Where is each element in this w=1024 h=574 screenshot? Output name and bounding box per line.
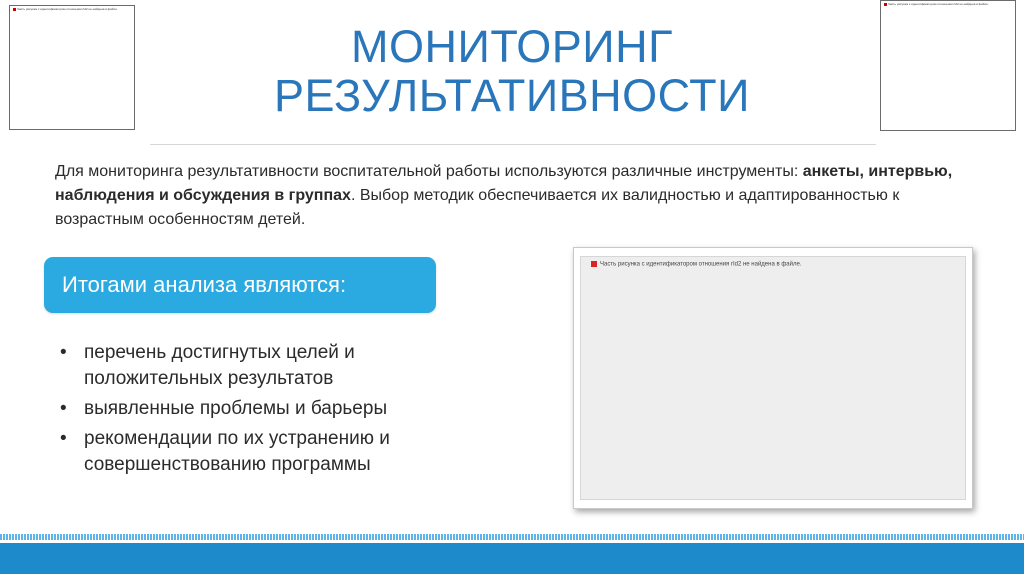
missing-image-frame [573, 247, 973, 509]
title-divider [150, 144, 876, 145]
broken-image-icon [884, 3, 887, 6]
intro-text-part1: Для мониторинга результативности воспитательной работы используются различные инструменты: [55, 163, 803, 180]
slide-title-line1: МОНИТОРИНГ [350, 21, 674, 72]
intro-text-part2: . Выбор методик обеспечивается их валидностью и адаптированностью к возрастным особенностям детей. [55, 187, 900, 228]
list-item [60, 340, 480, 392]
missing-image-message [591, 261, 801, 268]
footer-stripe [0, 534, 1024, 540]
broken-image-caption-text: Часть рисунка с идентификатором отношения rId2 не найдена в файле. [17, 7, 118, 11]
broken-image-caption-left [13, 7, 118, 11]
footer-bar [0, 543, 1024, 574]
broken-image-caption-text: Часть рисунка с идентификатором отношения rId2 не найдена в файле. [888, 2, 989, 6]
bullet-marker: • [60, 398, 67, 419]
missing-image-area [580, 256, 966, 500]
slide-title [200, 22, 824, 120]
broken-image-icon [591, 261, 597, 267]
list-item-text: рекомендации по их устранению и совершенствованию программы [84, 428, 390, 475]
results-callout [44, 257, 436, 313]
broken-image-icon [13, 8, 16, 11]
missing-image-message-text: Часть рисунка с идентификатором отношения rId2 не найдена в файле. [600, 261, 802, 268]
intro-paragraph [55, 160, 970, 232]
results-list [60, 340, 480, 482]
broken-image-placeholder-left [9, 5, 135, 130]
list-item [60, 396, 480, 422]
intro-text-bold: анкеты, интервью, наблюдения и обсуждения в группах [55, 163, 953, 204]
bullet-marker: • [60, 342, 67, 363]
results-callout-text: Итогами анализа являются: [62, 272, 347, 297]
broken-image-placeholder-right [880, 0, 1016, 131]
slide-title-line2: РЕЗУЛЬТАТИВНОСТИ [273, 70, 751, 121]
list-item-text: перечень достигнутых целей и положительных результатов [84, 342, 355, 389]
list-item [60, 426, 480, 478]
list-item-text: выявленные проблемы и барьеры [84, 398, 388, 419]
bullet-marker: • [60, 428, 67, 449]
broken-image-caption-right [884, 2, 989, 6]
